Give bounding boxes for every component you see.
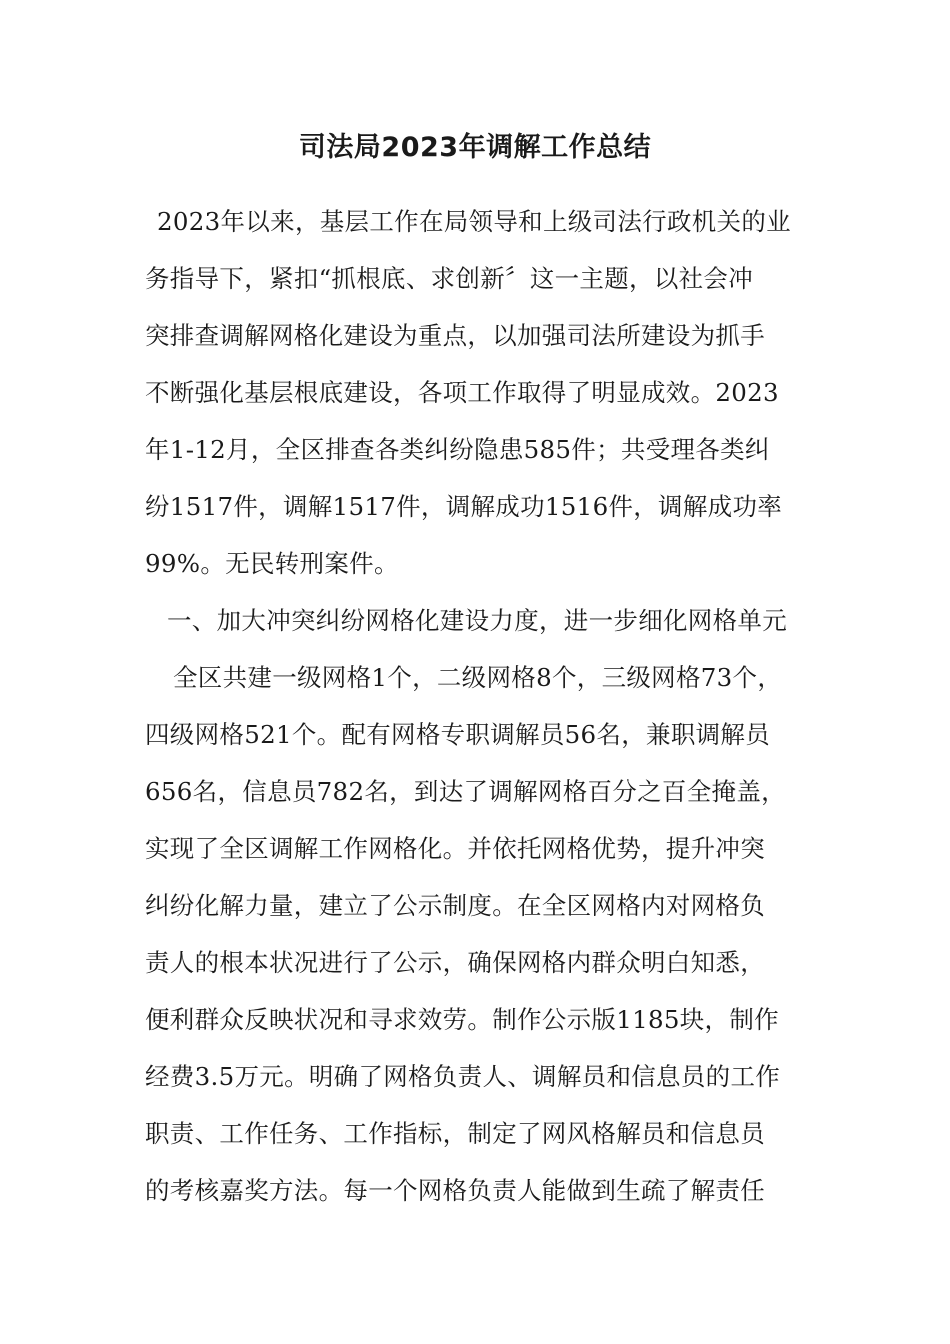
paragraph-line: 不断强化基层根底建设，各项工作取得了明显成效。2023 <box>145 378 779 407</box>
document-title: 司法局2023年调解工作总结 <box>298 132 652 163</box>
paragraph-line: 经费3.5万元。明确了网格负责人、调解员和信息员的工作 <box>145 1062 781 1091</box>
paragraph-line: 99%。无民转刑案件。 <box>145 549 399 578</box>
paragraph-line: 四级网格521个。配有网格专职调解员56名，兼职调解员 <box>145 720 771 749</box>
paragraph-line: 年1-12月，全区排查各类纠纷隐患585件；共受理各类纠 <box>145 435 770 464</box>
paragraph-line: 责人的根本状况进行了公示，确保网格内群众明白知悉， <box>145 948 765 977</box>
paragraph-line: 2023年以来，基层工作在局领导和上级司法行政机关的业 <box>157 207 791 236</box>
paragraph-line: 便利群众反映状况和寻求效劳。制作公示版1185块，制作 <box>145 1005 779 1034</box>
paragraph-line: 突排查调解网格化建设为重点，以加强司法所建设为抓手 <box>145 321 765 350</box>
paragraph-line: 务指导下，紧扣“抓根底、求创新〞这一主题，以社会冲 <box>145 264 754 293</box>
paragraph-line: 实现了全区调解工作网格化。并依托网格优势，提升冲突 <box>145 834 765 863</box>
paragraph-line: 的考核嘉奖方法。每一个网格负责人能做到生疏了解责任 <box>145 1176 765 1205</box>
paragraph-line: 纷1517件，调解1517件，调解成功1516件，调解成功率 <box>145 492 783 521</box>
paragraph-line: 纠纷化解力量，建立了公示制度。在全区网格内对网格负 <box>145 891 765 920</box>
paragraph-line: 职责、工作任务、工作指标，制定了网风格解员和信息员 <box>145 1119 765 1148</box>
paragraph-line: 全区共建一级网格1个，二级网格8个，三级网格73个， <box>173 663 783 692</box>
document-body <box>145 198 813 1224</box>
section-heading: 一、加大冲突纠纷网格化建设力度，进一步细化网格单元 <box>167 606 787 635</box>
paragraph-line: 656名，信息员782名，到达了调解网格百分之百全掩盖， <box>145 777 786 806</box>
